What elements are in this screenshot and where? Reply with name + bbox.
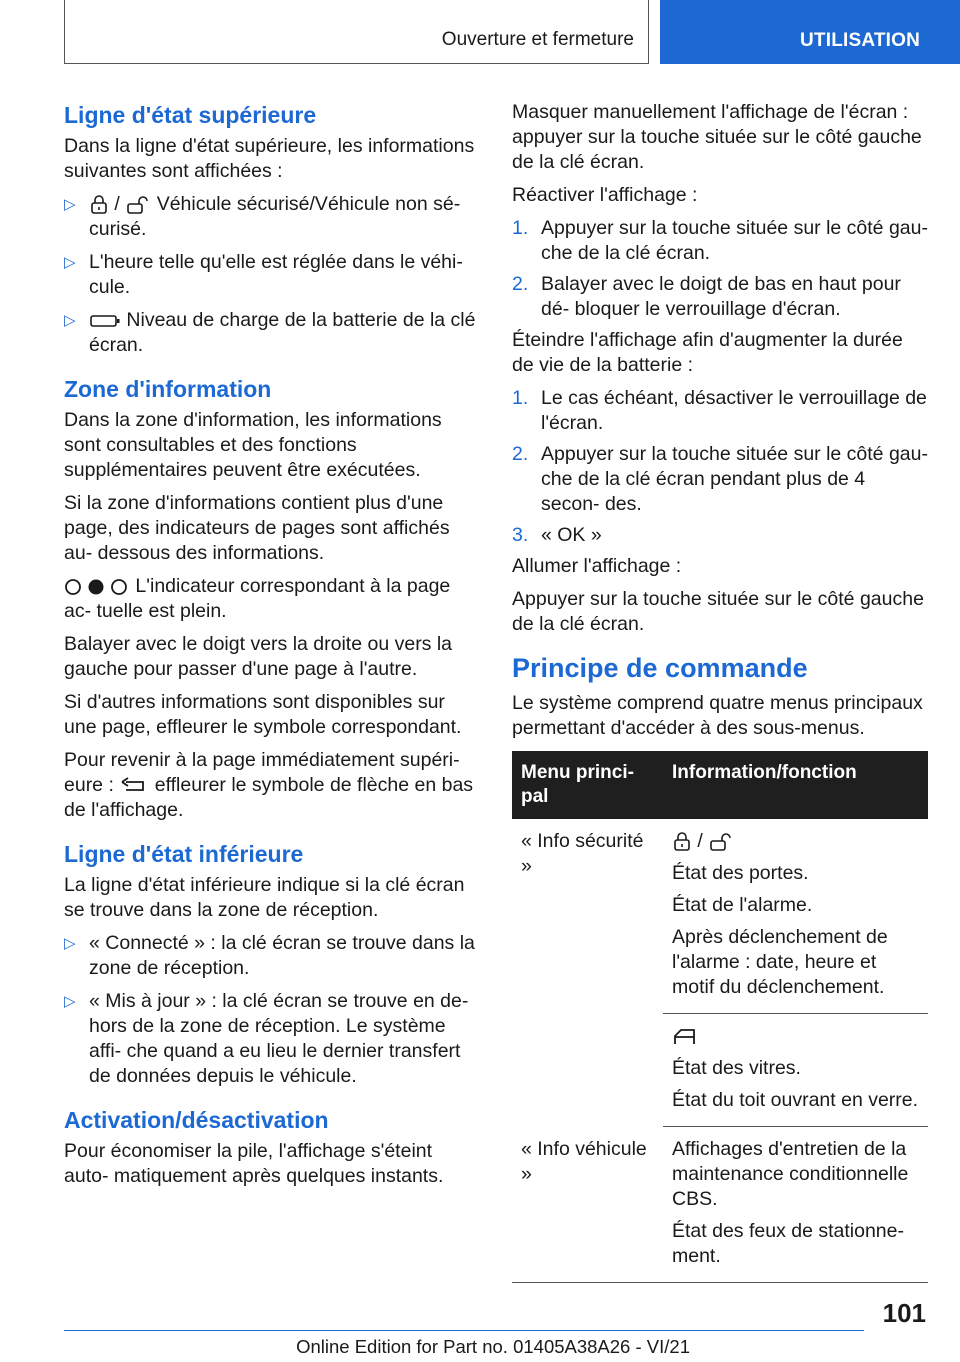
section-title: Ouverture et fermeture [441,29,634,50]
bullet-text: Véhicule sécurisé/Véhicule non sé- curisé. [89,193,461,240]
list-number: 2. [512,443,529,465]
heading-activation: Activation/désactivation [64,1107,329,1133]
left-column [64,100,480,1197]
list-item [64,989,480,1089]
bullet-text: « Mis à jour » : la clé écran se trouve en de- hors de la zone de réception. Le système affi- che quand a eu lieu le dernier transfert de données depuis le véhicule. [89,990,469,1087]
header-box [64,0,649,64]
table-cell [512,1014,663,1127]
triangle-bullet-icon: ▷ [64,993,76,1010]
table-header-cell: Menu princi- pal [512,751,663,819]
paragraph: Réactiver l'affichage : [512,184,698,206]
table-cell [663,1014,928,1127]
list-item [512,523,928,548]
triangle-bullet-icon: ▷ [64,196,76,213]
bullet-list [64,931,480,1089]
paragraph: Si d'autres informations sont disponibles sur une page, effleurer le symbole correspondant. [64,691,462,738]
list-item [64,308,480,358]
cell-text: Affichages d'entretien de la maintenance conditionnelle CBS. [672,1138,909,1210]
list-number: 3. [512,524,529,546]
paragraph-text: L'indicateur correspondant à la page ac- tuelle est plein. [64,575,451,622]
triangle-bullet-icon: ▷ [64,935,76,952]
unlocked-icon [125,195,151,215]
paragraph: La ligne d'état inférieure indique si la clé écran se trouve dans la zone de réception. [64,874,465,921]
list-number: 1. [512,387,529,409]
icon-separator: / [114,193,120,215]
list-item [512,272,928,322]
table-row [512,1127,928,1283]
list-item [512,442,928,517]
menu-table [512,751,928,1283]
right-column [512,100,928,1283]
cell-text: État des vitres. [672,1057,801,1079]
chapter-tab-label: UTILISATION [800,30,921,51]
paragraph: Appuyer sur la touche située sur le côté gauche de la clé écran. [512,588,924,635]
table-row [512,819,928,1014]
list-number: 1. [512,217,529,239]
back-arrow-icon [119,777,149,795]
heading-bottom-status-line: Ligne d'état inférieure [64,841,304,867]
footer-edition: Online Edition for Part no. 01405A38A26 - VI/21 [296,1336,690,1357]
list-text: Balayer avec le doigt de bas en haut pour dé- bloquer le verrouillage d'écran. [541,273,901,320]
paragraph: Masquer manuellement l'affichage de l'écran : appuyer sur la touche située sur le côté gauche de la clé écran. [512,101,922,173]
paragraph: Balayer avec le doigt vers la droite ou vers la gauche pour passer d'une page à l'autre. [64,633,453,680]
cell-text: État du toit ouvrant en verre. [672,1089,919,1111]
paragraph: Éteindre l'affichage afin d'augmenter la durée de vie de la batterie : [512,329,903,376]
list-text: Appuyer sur la touche située sur le côté gau- che de la clé écran pendant plus de 4 secon- des. [541,443,928,515]
paragraph: Pour économiser la pile, l'affichage s'éteint auto- matiquement après quelques instants. [64,1140,444,1187]
bullet-list [64,192,480,358]
list-item [64,192,480,242]
cell-text: État des feux de stationne- ment. [672,1220,904,1267]
list-text: Le cas échéant, désactiver le verrouillage de l'écran. [541,387,927,434]
battery-icon [89,313,121,329]
paragraph-text: effleurer le symbole de flèche en bas de l'affichage. [64,774,474,821]
locked-icon [89,195,109,215]
heading-information-zone: Zone d'information [64,376,272,402]
list-text: « OK » [541,524,602,546]
bullet-text: L'heure telle qu'elle est réglée dans le véhi- cule. [89,251,463,298]
triangle-bullet-icon: ▷ [64,254,76,271]
list-item [512,386,928,436]
list-item [64,250,480,300]
icon-separator: / [697,830,703,852]
paragraph: Allumer l'affichage : [512,555,682,577]
list-number: 2. [512,273,529,295]
table-cell: « Info sécurité » [521,830,644,877]
cell-icons [672,829,919,854]
paragraph-text: Pour revenir à la page immédiatement supéri- eure : [64,749,460,796]
table-row [512,1014,928,1127]
paragraph: Si la zone d'informations contient plus d'une page, des indicateurs de pages sont affichés au- dessous des informations. [64,492,450,564]
list-text: Appuyer sur la touche située sur le côté gau- che de la clé écran. [541,217,928,264]
paragraph [64,574,480,624]
bullet-text: « Connecté » : la clé écran se trouve dans la zone de réception. [89,932,475,979]
heading-operating-principle: Principe de commande [512,653,808,683]
cell-text: État de l'alarme. [672,894,813,916]
numbered-list [512,386,928,548]
window-icon [672,1027,698,1047]
table-cell: « Info véhicule » [512,1127,663,1283]
list-item [64,931,480,981]
triangle-bullet-icon: ▷ [64,312,76,329]
bullet-text: Niveau de charge de la batterie de la clé écran. [89,309,476,356]
paragraph: Dans la ligne d'état supérieure, les informations suivantes sont affichées : [64,135,475,182]
table-header-cell: Information/fonction [663,751,928,819]
numbered-list [512,216,928,322]
cell-text: État des portes. [672,862,809,884]
page-indicator-icon [64,578,130,596]
page-number: 101 [882,1298,926,1328]
paragraph: Le système comprend quatre menus principaux permettant d'accéder à des sous-menus. [512,692,923,739]
footer-divider [64,1330,864,1331]
table-header-row [512,751,928,819]
paragraph [64,748,480,823]
cell-text: Après déclenchement de l'alarme : date, heure et motif du déclenchement. [672,926,888,998]
cell-icons [672,1024,919,1049]
paragraph: Dans la zone d'information, les informations sont consultables et des fonctions supplémentaires peuvent être exécutées. [64,409,442,481]
unlocked-icon [708,832,734,852]
chapter-tab [660,0,960,64]
heading-top-status-line: Ligne d'état supérieure [64,102,317,128]
table-cell [663,1127,928,1283]
locked-icon [672,832,692,852]
table-cell [663,819,928,1014]
list-item [512,216,928,266]
